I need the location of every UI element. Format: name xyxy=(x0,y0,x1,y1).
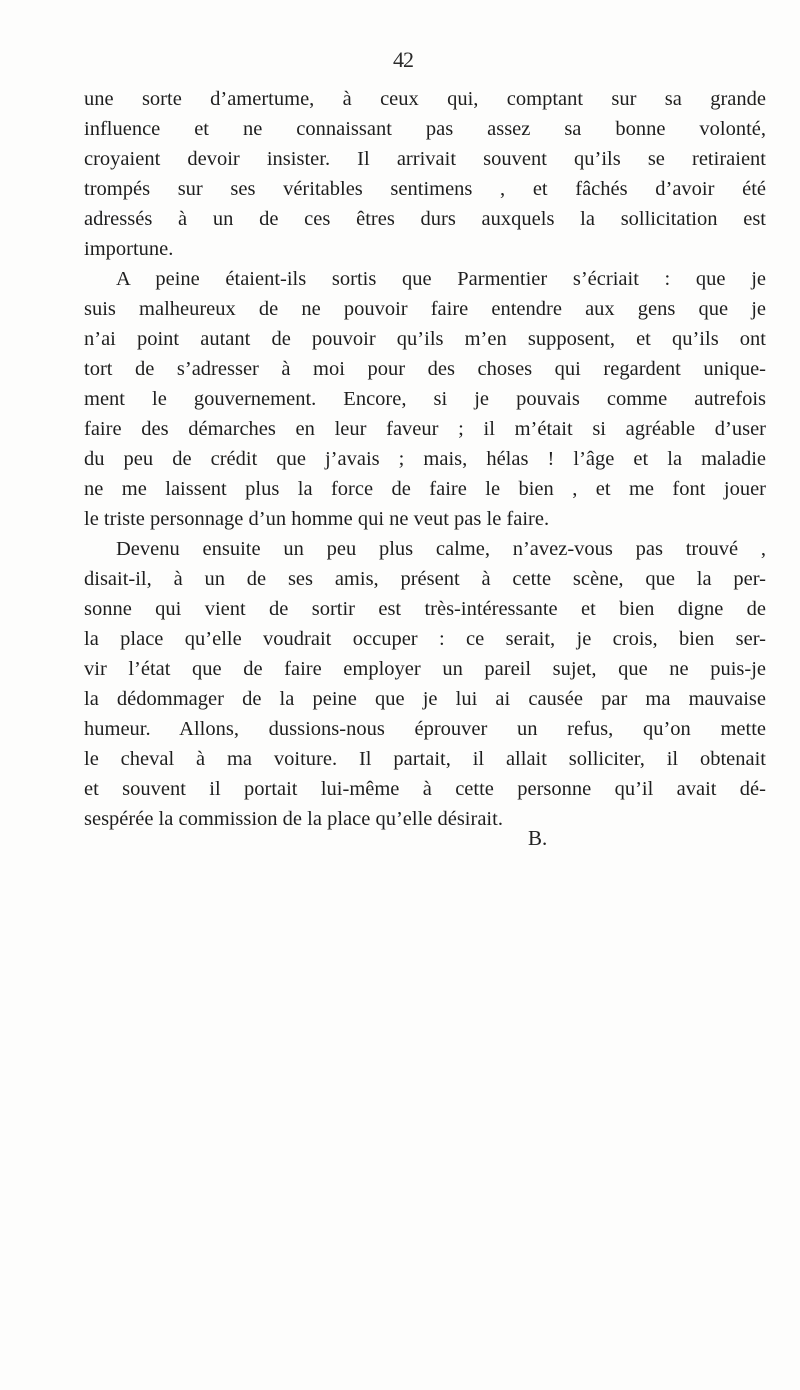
text-line: vir l’état que de faire employer un pareil sujet, que ne puis-je xyxy=(84,658,766,680)
text-line: suis malheureux de ne pouvoir faire entendre aux gens que je xyxy=(84,298,766,320)
text-line: disait-il, à un de ses amis, présent à cette scène, que la per- xyxy=(84,568,766,590)
text-line: sonne qui vient de sortir est très-intéressante et bien digne de xyxy=(84,598,766,620)
text-line: sespérée la commission de la place qu’elle désirait. xyxy=(84,808,503,830)
text-line: ne me laissent plus la force de faire le bien , et me font jouer xyxy=(84,478,766,500)
text-line: trompés sur ses véritables sentimens , et fâchés d’avoir été xyxy=(84,178,766,200)
signature-initial: B. xyxy=(528,826,548,850)
text-line: n’ai point autant de pouvoir qu’ils m’en supposent, et qu’ils ont xyxy=(84,328,766,350)
text-line: A peine étaient-ils sortis que Parmentier s’écriait : que je xyxy=(116,268,766,290)
text-line: influence et ne connaissant pas assez sa bonne volonté, xyxy=(84,118,766,140)
text-line: le cheval à ma voiture. Il partait, il allait solliciter, il obtenait xyxy=(84,748,766,770)
page-number: 42 xyxy=(393,47,413,72)
text-line: Devenu ensuite un peu plus calme, n’avez-vous pas trouvé , xyxy=(116,538,766,560)
text-line: et souvent il portait lui-même à cette personne qu’il avait dé- xyxy=(84,778,766,800)
text-line: adressés à un de ces êtres durs auxquels la sollicitation est xyxy=(84,208,766,230)
text-line: du peu de crédit que j’avais ; mais, hélas ! l’âge et la maladie xyxy=(84,448,766,470)
text-line: ment le gouvernement. Encore, si je pouvais comme autrefois xyxy=(84,388,766,410)
text-line: faire des démarches en leur faveur ; il m’était si agréable d’user xyxy=(84,418,766,440)
text-line: tort de s’adresser à moi pour des choses qui regardent unique- xyxy=(84,358,766,380)
text-line: importune. xyxy=(84,238,174,260)
text-line: croyaient devoir insister. Il arrivait souvent qu’ils se retiraient xyxy=(84,148,766,170)
text-line: la place qu’elle voudrait occuper : ce serait, je crois, bien ser- xyxy=(84,628,766,650)
text-line: humeur. Allons, dussions-nous éprouver un refus, qu’on mette xyxy=(84,718,766,740)
text-line: la dédommager de la peine que je lui ai causée par ma mauvaise xyxy=(84,688,766,710)
body-text xyxy=(84,84,766,834)
text-line: le triste personnage d’un homme qui ne veut pas le faire. xyxy=(84,508,550,530)
text-line: une sorte d’amertume, à ceux qui, comptant sur sa grande xyxy=(84,88,766,110)
